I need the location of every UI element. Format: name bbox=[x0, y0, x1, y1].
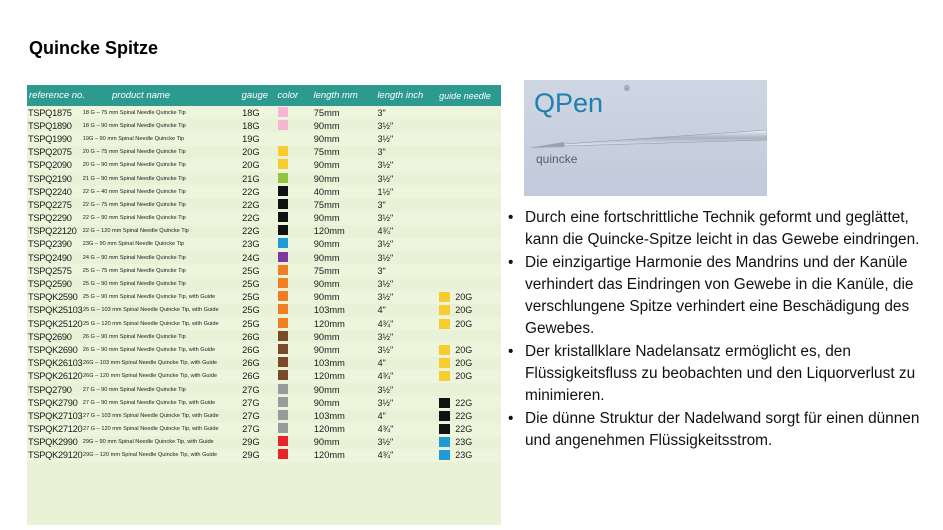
cell-length-mm: 90mm bbox=[313, 252, 340, 263]
cell-product-name: 29G – 120 mm Spinal Needle Quincke Tip, with Guide bbox=[83, 452, 218, 459]
cell-color bbox=[278, 173, 308, 185]
guide-needle-value: 23G bbox=[455, 437, 473, 448]
table-row bbox=[27, 343, 501, 356]
table-row bbox=[27, 383, 501, 396]
cell-guide-needle bbox=[429, 266, 501, 276]
table-row bbox=[27, 212, 501, 225]
table-row bbox=[27, 198, 501, 211]
cell-length-mm: 90mm bbox=[313, 437, 340, 448]
cell-guide-needle bbox=[429, 450, 501, 460]
guide-needle-value: 23G bbox=[455, 450, 473, 461]
table-row bbox=[27, 317, 501, 330]
guide-color-swatch bbox=[439, 424, 450, 434]
qpen-logo bbox=[524, 80, 767, 196]
guide-color-swatch bbox=[439, 292, 450, 302]
color-swatch bbox=[278, 107, 288, 117]
cell-guide-needle bbox=[429, 134, 501, 144]
color-swatch bbox=[278, 384, 288, 394]
color-swatch bbox=[278, 278, 288, 288]
table-header bbox=[27, 85, 501, 106]
cell-guide-needle bbox=[429, 358, 501, 368]
cell-product-name: 21 G – 90 mm Spinal Needle Quincke Tip bbox=[82, 175, 186, 182]
cell-reference: TSPQK2590 bbox=[28, 292, 78, 303]
cell-length-mm: 103mm bbox=[313, 410, 345, 421]
logo-brand: QPen bbox=[534, 88, 604, 118]
cell-guide-needle bbox=[429, 213, 501, 223]
color-swatch bbox=[278, 265, 288, 275]
cell-color bbox=[278, 120, 308, 132]
cell-reference: TSPQK27103 bbox=[28, 410, 83, 421]
cell-guide-needle bbox=[429, 305, 501, 315]
color-swatch bbox=[278, 159, 288, 169]
cell-guide-needle bbox=[429, 345, 501, 355]
cell-gauge: 26G bbox=[242, 371, 260, 382]
cell-length-inch: 4" bbox=[377, 305, 386, 316]
color-swatch bbox=[278, 186, 288, 196]
cell-color bbox=[278, 410, 308, 422]
cell-length-mm: 120mm bbox=[313, 450, 345, 461]
cell-reference: TSPQ1875 bbox=[28, 107, 72, 118]
cell-gauge: 19G bbox=[242, 133, 260, 144]
cell-length-mm: 90mm bbox=[313, 160, 340, 171]
guide-color-swatch bbox=[439, 305, 450, 315]
cell-length-inch: 3½" bbox=[377, 397, 394, 408]
cell-reference: TSPQK26120 bbox=[28, 371, 83, 382]
guide-color-swatch bbox=[439, 371, 450, 381]
table-row bbox=[27, 264, 501, 277]
cell-reference: TSPQK25120 bbox=[28, 318, 83, 329]
color-swatch bbox=[278, 397, 288, 407]
cell-guide-needle bbox=[429, 411, 501, 421]
table-row bbox=[27, 172, 501, 185]
guide-color-swatch bbox=[439, 437, 450, 447]
guide-needle-value: 20G bbox=[455, 318, 473, 329]
table-row bbox=[27, 291, 501, 304]
color-swatch bbox=[278, 318, 288, 328]
cell-reference: TSPQK25103 bbox=[28, 305, 83, 316]
cell-guide-needle bbox=[429, 253, 501, 263]
table-row bbox=[27, 238, 501, 251]
cell-guide-needle bbox=[429, 292, 501, 302]
cell-color bbox=[278, 107, 308, 119]
cell-reference: TSPQ1890 bbox=[28, 120, 72, 131]
color-swatch bbox=[278, 120, 288, 130]
cell-length-mm: 40mm bbox=[313, 186, 340, 197]
cell-gauge: 18G bbox=[242, 107, 260, 118]
cell-length-mm: 120mm bbox=[313, 424, 345, 435]
cell-reference: TSPQK26103 bbox=[28, 358, 83, 369]
cell-reference: TSPQ2075 bbox=[28, 147, 72, 158]
cell-product-name: 18 G – 90 mm Spinal Needle Quincke Tip bbox=[82, 122, 186, 129]
cell-length-mm: 120mm bbox=[313, 226, 345, 237]
cell-length-mm: 90mm bbox=[313, 344, 340, 355]
cell-length-inch: 3½" bbox=[377, 279, 394, 290]
cell-color bbox=[278, 357, 308, 369]
cell-color bbox=[278, 331, 308, 343]
cell-reference: TSPQ2575 bbox=[28, 265, 72, 276]
cell-color bbox=[278, 133, 308, 145]
cell-guide-needle bbox=[429, 424, 501, 434]
guide-color-swatch bbox=[439, 398, 450, 408]
cell-gauge: 27G bbox=[242, 384, 260, 395]
cell-length-inch: 3½" bbox=[377, 173, 394, 184]
table-row bbox=[27, 251, 501, 264]
color-swatch bbox=[278, 331, 288, 341]
table-row bbox=[27, 225, 501, 238]
table-row bbox=[27, 357, 501, 370]
table-row bbox=[27, 159, 501, 172]
color-swatch bbox=[278, 370, 288, 380]
header-guide-needle: guide needle bbox=[439, 90, 491, 101]
cell-product-name: 20 G – 90 mm Spinal Needle Quincke Tip bbox=[82, 162, 186, 169]
feature-text: Durch eine fortschrittliche Technik geformt und geglättet, kann die Quincke-Spitze leicht in das Gewebe eindringen. bbox=[525, 209, 920, 249]
cell-length-inch: 3½" bbox=[377, 160, 394, 171]
cell-length-mm: 90mm bbox=[313, 173, 340, 184]
cell-color bbox=[278, 384, 308, 396]
cell-product-name: 23G – 90 mm Spinal Needle Quincke Tip bbox=[82, 241, 185, 248]
cell-reference: TSPQK2990 bbox=[28, 437, 78, 448]
table-row bbox=[27, 396, 501, 409]
cell-length-inch: 3" bbox=[377, 107, 386, 118]
cell-guide-needle bbox=[429, 332, 501, 342]
cell-length-inch: 4" bbox=[377, 358, 386, 369]
cell-gauge: 24G bbox=[242, 252, 260, 263]
cell-length-inch: 3½" bbox=[377, 331, 394, 342]
cell-length-mm: 103mm bbox=[313, 305, 345, 316]
cell-color bbox=[278, 199, 308, 211]
cell-length-mm: 90mm bbox=[313, 292, 340, 303]
cell-gauge: 23G bbox=[242, 239, 260, 250]
cell-length-inch: 3½" bbox=[377, 213, 394, 224]
guide-needle-value: 22G bbox=[455, 397, 473, 408]
cell-product-name: 27 G – 90 mm Spinal Needle Quincke Tip bbox=[82, 386, 186, 393]
cell-gauge: 22G bbox=[242, 186, 260, 197]
header-color: color bbox=[277, 90, 299, 101]
cell-reference: TSPQK27120 bbox=[28, 424, 83, 435]
color-swatch bbox=[278, 252, 288, 262]
feature-item bbox=[507, 341, 927, 408]
cell-reference: TSPQ2590 bbox=[28, 279, 72, 290]
cell-gauge: 20G bbox=[242, 147, 260, 158]
cell-gauge: 26G bbox=[242, 358, 260, 369]
cell-length-mm: 90mm bbox=[313, 331, 340, 342]
guide-needle-value: 20G bbox=[455, 292, 473, 303]
cell-reference: TSPQK2790 bbox=[28, 397, 78, 408]
guide-color-swatch bbox=[439, 411, 450, 421]
cell-length-inch: 3½" bbox=[377, 437, 394, 448]
cell-color bbox=[278, 212, 308, 224]
cell-product-name: 22 G – 75 mm Spinal Needle Quincke Tip bbox=[82, 201, 186, 208]
cell-gauge: 29G bbox=[242, 437, 260, 448]
cell-product-name: 27 G – 103 mm Spinal Needle Quincke Tip, with Guide bbox=[83, 412, 219, 419]
product-table bbox=[27, 85, 501, 525]
color-swatch bbox=[278, 225, 288, 235]
cell-reference: TSPQ22120 bbox=[28, 226, 77, 237]
table-row bbox=[27, 330, 501, 343]
cell-length-inch: 3½" bbox=[377, 292, 394, 303]
cell-guide-needle bbox=[429, 187, 501, 197]
cell-reference: TSPQ2275 bbox=[28, 199, 72, 210]
feature-item bbox=[507, 252, 927, 341]
cell-length-inch: 3½" bbox=[377, 239, 394, 250]
cell-length-mm: 90mm bbox=[313, 384, 340, 395]
color-swatch bbox=[278, 423, 288, 433]
cell-color bbox=[278, 423, 308, 435]
cell-color bbox=[278, 278, 308, 290]
cell-color bbox=[278, 146, 308, 158]
color-swatch bbox=[278, 449, 288, 459]
cell-guide-needle bbox=[429, 319, 501, 329]
table-row bbox=[27, 119, 501, 132]
color-swatch bbox=[278, 146, 288, 156]
table-row bbox=[27, 409, 501, 422]
cell-length-inch: 3" bbox=[377, 147, 386, 158]
cell-color bbox=[278, 370, 308, 382]
color-swatch bbox=[278, 199, 288, 209]
feature-text: Der kristallklare Nadelansatz ermöglicht es, den Flüssigkeitsfluss zu beobachten und den Liquorverlust zu minimieren. bbox=[525, 342, 916, 405]
table-row bbox=[27, 146, 501, 159]
cell-color bbox=[278, 238, 308, 250]
cell-length-mm: 75mm bbox=[313, 199, 340, 210]
bullet-icon: • bbox=[508, 409, 514, 427]
bullet-icon: • bbox=[508, 209, 514, 226]
guide-color-swatch bbox=[439, 450, 450, 460]
cell-gauge: 29G bbox=[242, 450, 260, 461]
cell-product-name: 24 G – 90 mm Spinal Needle Quincke Tip bbox=[82, 254, 186, 261]
cell-guide-needle bbox=[429, 160, 501, 170]
cell-product-name: 25 G – 90 mm Spinal Needle Quincke Tip, with Guide bbox=[82, 294, 216, 301]
cell-product-name: 27 G – 90 mm Spinal Needle Quincke Tip, with Guide bbox=[82, 399, 216, 406]
cell-guide-needle bbox=[429, 121, 501, 131]
table-row bbox=[27, 449, 501, 462]
cell-length-mm: 90mm bbox=[313, 213, 340, 224]
feature-list bbox=[507, 207, 927, 452]
cell-guide-needle bbox=[429, 385, 501, 395]
bullet-icon: • bbox=[508, 342, 514, 360]
guide-color-swatch bbox=[439, 358, 450, 368]
cell-gauge: 27G bbox=[242, 410, 260, 421]
cell-gauge: 22G bbox=[242, 213, 260, 224]
guide-color-swatch bbox=[439, 319, 450, 329]
cell-length-inch: 4¾" bbox=[377, 424, 394, 435]
cell-color bbox=[278, 449, 308, 461]
cell-reference: TSPQK29120 bbox=[28, 450, 83, 461]
color-swatch bbox=[278, 357, 288, 367]
guide-needle-value: 20G bbox=[455, 371, 473, 382]
cell-color bbox=[278, 265, 308, 277]
cell-length-inch: 4¾" bbox=[377, 226, 394, 237]
cell-color bbox=[278, 186, 308, 198]
table-row bbox=[27, 106, 501, 119]
cell-guide-needle bbox=[429, 174, 501, 184]
cell-length-mm: 90mm bbox=[313, 133, 340, 144]
page-title: Quincke Spitze bbox=[29, 38, 159, 58]
cell-length-inch: 4" bbox=[377, 410, 386, 421]
cell-reference: TSPQ2090 bbox=[28, 160, 72, 171]
cell-length-mm: 90mm bbox=[313, 239, 340, 250]
cell-reference: TSPQK2690 bbox=[28, 344, 78, 355]
color-swatch bbox=[278, 173, 288, 183]
cell-guide-needle bbox=[429, 147, 501, 157]
table-row bbox=[27, 423, 501, 436]
cell-color bbox=[278, 291, 308, 303]
cell-guide-needle bbox=[429, 200, 501, 210]
cell-length-inch: 3½" bbox=[377, 384, 394, 395]
table-row bbox=[27, 370, 501, 383]
cell-product-name: 18 G – 75 mm Spinal Needle Quincke Tip bbox=[82, 109, 186, 116]
cell-product-name: 26G – 103 mm Spinal Needle Quincke Tip, with Guide bbox=[83, 360, 218, 367]
cell-length-inch: 3½" bbox=[377, 120, 394, 131]
table-row bbox=[27, 185, 501, 198]
cell-length-mm: 75mm bbox=[313, 265, 340, 276]
cell-product-name: 25 G – 90 mm Spinal Needle Quincke Tip bbox=[82, 281, 186, 288]
color-swatch bbox=[278, 212, 288, 222]
cell-guide-needle bbox=[429, 239, 501, 249]
table-row bbox=[27, 436, 501, 449]
cell-length-mm: 75mm bbox=[313, 147, 340, 158]
cell-guide-needle bbox=[429, 226, 501, 236]
cell-length-mm: 90mm bbox=[313, 397, 340, 408]
cell-length-inch: 3" bbox=[377, 265, 386, 276]
cell-product-name: 22 G – 40 mm Spinal Needle Quincke Tip bbox=[82, 188, 186, 195]
cell-guide-needle bbox=[429, 398, 501, 408]
cell-color bbox=[278, 318, 308, 330]
feature-item bbox=[507, 207, 927, 252]
cell-length-mm: 120mm bbox=[313, 371, 345, 382]
cell-length-inch: 1½" bbox=[377, 186, 394, 197]
cell-gauge: 20G bbox=[242, 160, 260, 171]
color-swatch bbox=[278, 410, 288, 420]
cell-gauge: 26G bbox=[242, 344, 260, 355]
cell-product-name: 26 G – 90 mm Spinal Needle Quincke Tip, with Guide bbox=[82, 346, 216, 353]
cell-product-name: 29G – 90 mm Spinal Needle Quincke Tip, with Guide bbox=[82, 439, 214, 446]
cell-product-name: 25 G – 75 mm Spinal Needle Quincke Tip bbox=[82, 267, 186, 274]
cell-product-name: 22 G – 120 mm Spinal Needle Quincke Tip bbox=[82, 228, 189, 235]
cell-length-inch: 4¾" bbox=[377, 318, 394, 329]
cell-gauge: 27G bbox=[242, 397, 260, 408]
cell-gauge: 27G bbox=[242, 424, 260, 435]
cell-reference: TSPQ2190 bbox=[28, 173, 72, 184]
cell-reference: TSPQ2690 bbox=[28, 331, 72, 342]
header-product: product name bbox=[112, 90, 171, 101]
guide-needle-value: 22G bbox=[455, 424, 473, 435]
guide-needle-value: 20G bbox=[455, 344, 473, 355]
cell-product-name: 26 G – 90 mm Spinal Needle Quincke Tip bbox=[82, 333, 186, 340]
cell-length-inch: 3½" bbox=[377, 133, 394, 144]
table-row bbox=[27, 304, 501, 317]
cell-reference: TSPQ2290 bbox=[28, 213, 72, 224]
cell-product-name: 20 G – 75 mm Spinal Needle Quincke Tip bbox=[82, 149, 186, 156]
cell-product-name: 25 G – 103 mm Spinal Needle Quincke Tip, with Guide bbox=[83, 307, 219, 314]
logo-subtitle: quincke bbox=[536, 152, 578, 166]
cell-length-mm: 75mm bbox=[313, 107, 340, 118]
cell-length-mm: 103mm bbox=[313, 358, 345, 369]
color-swatch bbox=[278, 436, 288, 446]
cell-guide-needle bbox=[429, 279, 501, 289]
cell-gauge: 25G bbox=[242, 292, 260, 303]
header-length-inch: length inch bbox=[377, 90, 424, 101]
color-swatch bbox=[278, 344, 288, 354]
cell-guide-needle bbox=[429, 108, 501, 118]
cell-length-inch: 4¾" bbox=[377, 371, 394, 382]
cell-gauge: 25G bbox=[242, 318, 260, 329]
table-row bbox=[27, 277, 501, 290]
header-reference: reference no. bbox=[29, 90, 85, 101]
cell-gauge: 26G bbox=[242, 331, 260, 342]
cell-length-inch: 3" bbox=[377, 199, 386, 210]
cell-product-name: 27 G – 120 mm Spinal Needle Quincke Tip, with Guide bbox=[83, 426, 219, 433]
guide-color-swatch bbox=[439, 345, 450, 355]
cell-product-name: 26G – 120 mm Spinal Needle Quincke Tip, with Guide bbox=[83, 373, 218, 380]
cell-length-mm: 90mm bbox=[313, 120, 340, 131]
cell-gauge: 18G bbox=[242, 120, 260, 131]
cell-length-inch: 4¾" bbox=[377, 450, 394, 461]
cell-length-mm: 90mm bbox=[313, 279, 340, 290]
cell-length-mm: 120mm bbox=[313, 318, 345, 329]
header-length-mm: length mm bbox=[313, 90, 358, 101]
cell-color bbox=[278, 159, 308, 171]
logo-registered-mark: ® bbox=[624, 84, 630, 93]
cell-color bbox=[278, 252, 308, 264]
feature-text: Die einzigartige Harmonie des Mandrins und der Kanüle verhindert das Eindringen von Gewebe in die Kanüle, die verschlungene Spitze verhindert eine Beschädigung des Gewebes. bbox=[525, 253, 914, 338]
cell-reference: TSPQ2390 bbox=[28, 239, 72, 250]
cell-guide-needle bbox=[429, 371, 501, 381]
cell-color bbox=[278, 397, 308, 409]
cell-gauge: 21G bbox=[242, 173, 260, 184]
feature-item bbox=[507, 408, 927, 453]
cell-reference: TSPQ2240 bbox=[28, 186, 72, 197]
table-row bbox=[27, 132, 501, 145]
cell-reference: TSPQ2790 bbox=[28, 384, 72, 395]
cell-guide-needle bbox=[429, 437, 501, 447]
cell-length-inch: 3½" bbox=[377, 252, 394, 263]
color-swatch bbox=[278, 291, 288, 301]
cell-gauge: 25G bbox=[242, 305, 260, 316]
bullet-icon: • bbox=[508, 253, 514, 271]
cell-product-name: 19G – 90 mm Spinal Needle Quincke Tip bbox=[82, 135, 185, 142]
cell-color bbox=[278, 344, 308, 356]
cell-product-name: 25 G – 120 mm Spinal Needle Quincke Tip, with Guide bbox=[83, 320, 219, 327]
cell-reference: TSPQ1990 bbox=[28, 133, 72, 144]
guide-needle-value: 20G bbox=[455, 305, 473, 316]
color-swatch bbox=[278, 238, 288, 248]
feature-text: Die dünne Struktur der Nadelwand sorgt für einen dünnen und angenehmen Flüssigkeitsstrom. bbox=[525, 409, 920, 449]
cell-length-inch: 3½" bbox=[377, 344, 394, 355]
cell-gauge: 25G bbox=[242, 279, 260, 290]
cell-product-name: 22 G – 90 mm Spinal Needle Quincke Tip bbox=[82, 215, 186, 222]
cell-gauge: 25G bbox=[242, 265, 260, 276]
cell-gauge: 22G bbox=[242, 199, 260, 210]
table-body bbox=[27, 106, 501, 462]
color-swatch bbox=[278, 304, 288, 314]
guide-needle-value: 22G bbox=[455, 410, 473, 421]
header-gauge: gauge bbox=[241, 90, 269, 101]
guide-needle-value: 20G bbox=[455, 358, 473, 369]
cell-color bbox=[278, 304, 308, 316]
cell-color bbox=[278, 436, 308, 448]
cell-reference: TSPQ2490 bbox=[28, 252, 72, 263]
cell-color bbox=[278, 225, 308, 237]
cell-gauge: 22G bbox=[242, 226, 260, 237]
